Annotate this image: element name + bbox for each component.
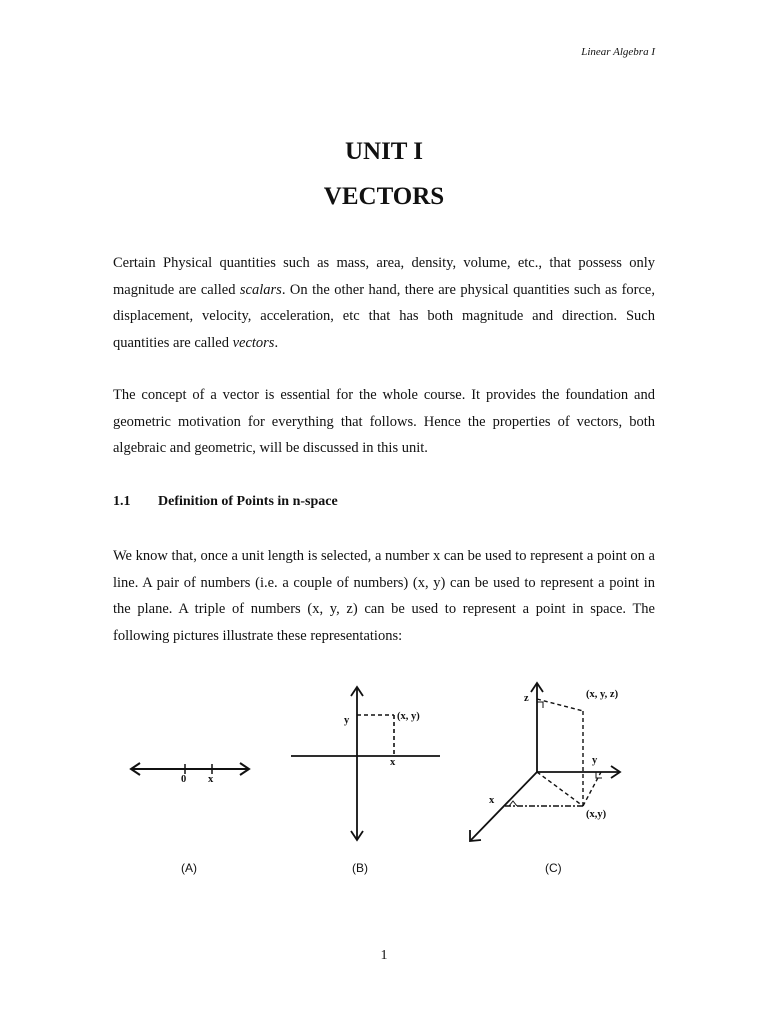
right-angle-x xyxy=(509,801,517,806)
projection-to-y-dashed xyxy=(583,772,601,806)
running-head: Linear Algebra I xyxy=(581,46,655,58)
x-axis xyxy=(471,772,537,840)
paragraph-text: . xyxy=(274,334,279,351)
figure-c-space xyxy=(465,680,635,848)
origin-label: 0 xyxy=(181,774,187,785)
figure-c-caption: (C) xyxy=(545,861,562,875)
paragraph-concept: The concept of a vector is essential for the whole course. It provides the foundation and geometric motivation for everything that follows. Hence the properties of vectors, both algebraic and geometric, will be discussed in this unit. xyxy=(113,387,655,456)
term-vectors: vectors xyxy=(232,334,275,351)
unit-subtitle: VECTORS xyxy=(323,183,445,210)
point-x-label: x xyxy=(208,774,214,785)
figure-b-caption: (B) xyxy=(352,861,368,875)
figure-a-caption: (A) xyxy=(181,861,197,875)
point-label: (x, y) xyxy=(397,711,420,722)
unit-title: UNIT I xyxy=(344,138,424,165)
x-coordinate-label: x xyxy=(489,795,495,806)
section-heading xyxy=(113,494,338,510)
point-to-z-dashed xyxy=(537,699,583,711)
section-number: 1.1 xyxy=(113,494,131,509)
paragraph-text: Certain Physical quantities such as mass, area, density, volume, etc., that possess only magnitude are called xyxy=(113,255,655,298)
right-angle-z xyxy=(537,702,543,708)
projection-xy-label: (x,y) xyxy=(586,809,607,820)
section-title: Definition of Points in n-space xyxy=(158,494,338,509)
figure-a-number-line xyxy=(128,755,253,785)
y-coordinate-label: y xyxy=(344,715,350,726)
origin-to-projection-dashed xyxy=(537,772,583,806)
x-coordinate-label: x xyxy=(390,757,396,768)
point-xyz-label: (x, y, z) xyxy=(586,689,619,700)
term-scalars: scalars xyxy=(239,281,282,298)
z-coordinate-label: z xyxy=(524,693,529,704)
paragraph-scalars-vectors xyxy=(113,250,655,356)
page-number: 1 xyxy=(380,948,388,963)
paragraph-text: . On the other hand, there are physical quantities such as force, displacement, velocity, acceleration, etc that has both magnitude and direction. Such quantities are called xyxy=(113,281,655,351)
y-coordinate-label: y xyxy=(592,755,598,766)
figure-b-plane xyxy=(288,684,443,844)
paragraph-representations: We know that, once a unit length is selected, a number x can be used to represent a point on a line. A pair of numbers (i.e. a couple of numbers) (x, y) can be used to represent a point in the plane. A triple of numbers (x, y, z) can be used to represent a point in space. The following pictures illustrate these representations: xyxy=(113,548,655,644)
